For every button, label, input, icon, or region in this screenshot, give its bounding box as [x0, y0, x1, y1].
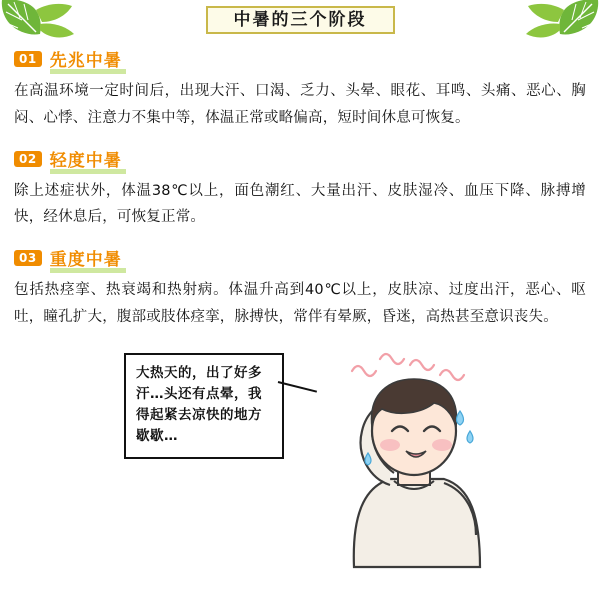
page-title: 中暑的三个阶段: [206, 6, 395, 35]
stage-number-badge: 02: [14, 151, 42, 167]
stage-body-text: 除上述症状外，体温38℃以上，面色潮红、大量出汗、皮肤湿冷、血压下降、脉搏增快，经休息后，可恢复正常。: [14, 182, 586, 226]
stage-title: [50, 146, 122, 172]
stage-body-text: 在高温环境一定时间后，出现大汗、口渴、乏力、头晕、眼花、耳鸣、头痛、恶心、胸闷、心悸、注意力不集中等，体温正常或略偏高，短时间休息可恢复。: [14, 83, 586, 126]
stage-number-badge: 01: [14, 51, 42, 67]
sweating-person-illustration: [294, 335, 534, 570]
stage-title-text: 先兆中暑: [49, 51, 122, 71]
leaf-decoration-icon: [0, 0, 92, 42]
section-header: [14, 245, 586, 271]
footer-spacer: [0, 595, 600, 603]
section-stage-3: [14, 245, 586, 331]
section-stage-1: [14, 46, 586, 132]
stage-title-text: 重度中暑: [49, 250, 122, 271]
content-area: [0, 40, 600, 568]
stage-title: [50, 46, 122, 72]
section-header: [14, 46, 586, 72]
section-header: [14, 146, 586, 172]
leaf-decoration-icon: [508, 0, 600, 42]
stage-body-text: 包括热痉挛、热衰竭和热射病。体温升高到40℃以上，皮肤凉、过度出汗，恶心、呕吐，瞳孔扩大，腹部或肢体痉挛，脉搏快，常伴有晕厥，昏迷，高热甚至意识丧失。: [14, 282, 586, 326]
speech-bubble: [124, 353, 284, 459]
page-header: [0, 0, 600, 40]
section-stage-2: [14, 146, 586, 232]
speech-bubble-text: 大热天的，出了好多汗…头还有点晕，我得起紧去凉快的地方歇歇…: [136, 364, 262, 444]
stage-title-text: 轻度中暑: [49, 150, 122, 171]
stage-number-badge: 03: [14, 250, 42, 266]
stage-title: [50, 245, 122, 271]
illustration-area: [14, 343, 586, 568]
